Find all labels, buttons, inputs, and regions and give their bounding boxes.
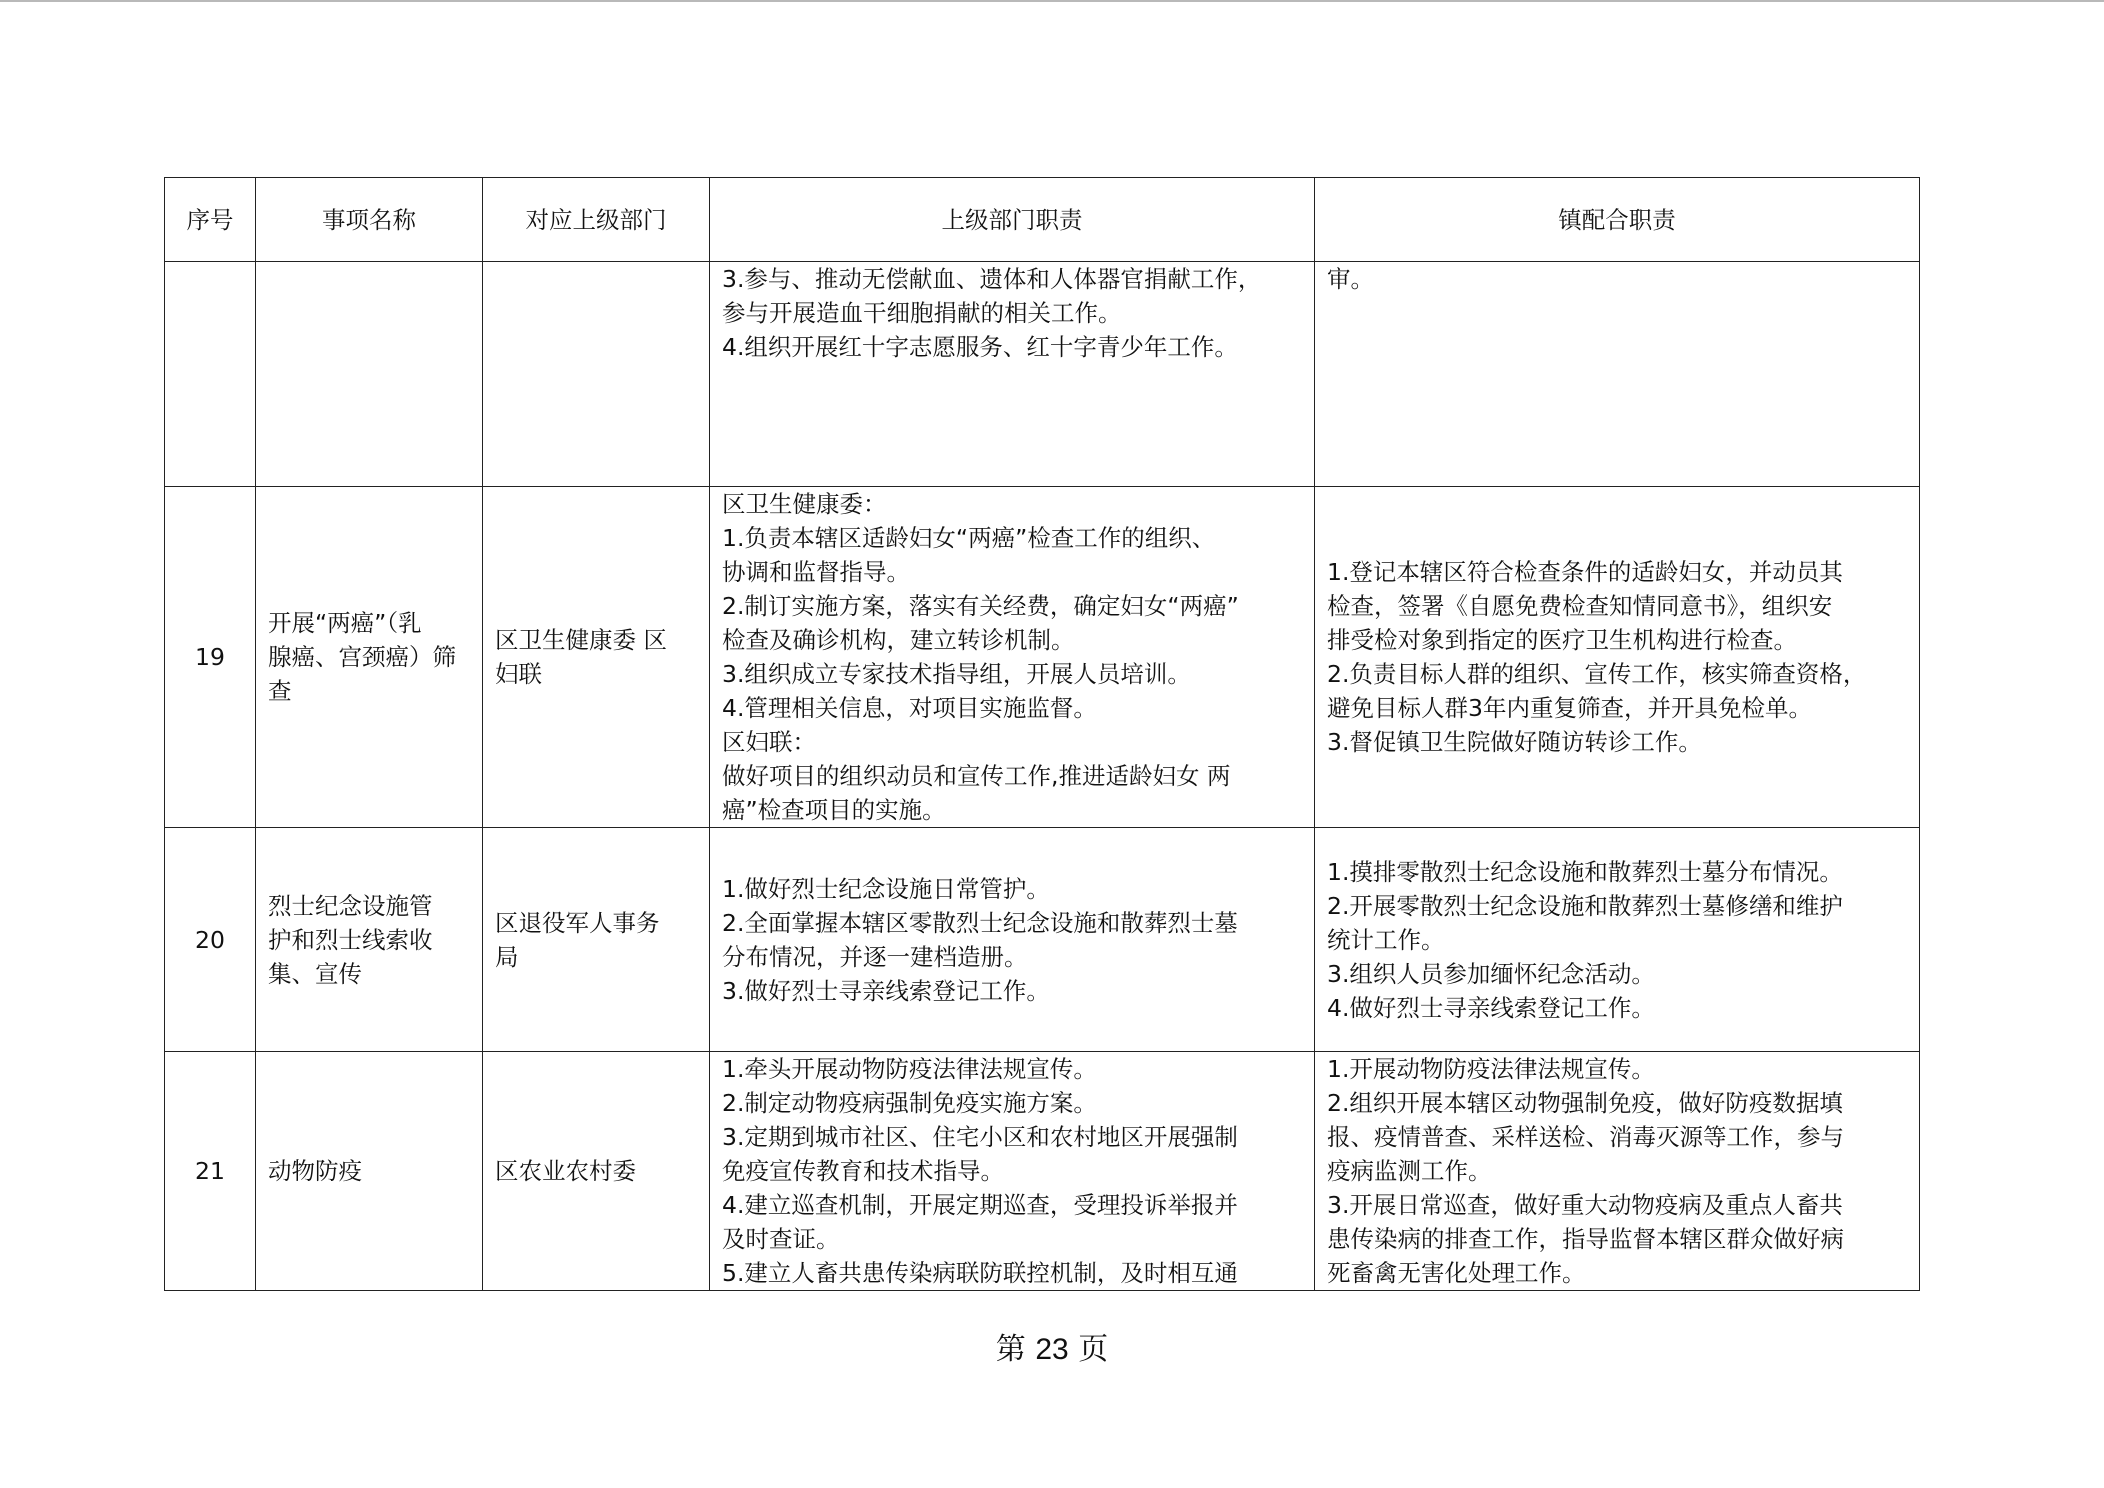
cell-text-line: 及时查证。 xyxy=(722,1225,840,1253)
cell-text-line: 区退役军人事务 xyxy=(495,908,660,937)
row-number: 20 xyxy=(165,828,256,1052)
header-serial-number: 序号 xyxy=(165,178,256,262)
department-cell xyxy=(483,262,710,487)
superior-duties-cell xyxy=(710,487,1315,828)
cell-text-line: 2.全面掌握本辖区零散烈士纪念设施和散葬烈士墓 xyxy=(722,908,1238,937)
cell-text-line: 区妇联： xyxy=(722,728,816,756)
cell-text-line: 1.登记本辖区符合检查条件的适龄妇女，并动员其 xyxy=(1327,558,1843,586)
table-row xyxy=(165,828,1920,1052)
header-item-name: 事项名称 xyxy=(256,178,483,262)
row-number: 21 xyxy=(165,1052,256,1291)
cell-text-line: 检查，签署《自愿免费检查知情同意书》，组织安 xyxy=(1327,592,1833,620)
row-number: 19 xyxy=(165,487,256,828)
cell-text-line: 做好项目的组织动员和宣传工作,推进适龄妇女 两 xyxy=(722,762,1231,790)
page-number: 23 xyxy=(1035,1333,1069,1366)
page-number-footer xyxy=(0,1330,2104,1370)
cell-text-line: 腺癌、宫颈癌）筛 xyxy=(268,643,456,671)
row-number xyxy=(165,262,256,487)
cell-text-line: 区农业农村委 xyxy=(495,1157,636,1185)
header-town-duties: 镇配合职责 xyxy=(1315,178,1920,262)
cell-text-line: 避免目标人群3年内重复筛查，并开具免检单。 xyxy=(1327,694,1812,722)
duty-table xyxy=(164,177,1920,1291)
table-header-row xyxy=(165,178,1920,262)
cell-text-line: 4.建立巡查机制，开展定期巡查，受理投诉举报并 xyxy=(722,1191,1238,1219)
cell-text-line: 烈士纪念设施管 xyxy=(268,891,433,920)
cell-text-line: 1.负责本辖区适龄妇女“两癌”检查工作的组织、 xyxy=(722,524,1216,552)
town-duties-cell xyxy=(1315,487,1920,828)
cell-text-line: 排受检对象到指定的医疗卫生机构进行检查。 xyxy=(1327,626,1797,654)
cell-text-line: 3.参与、推动无偿献血、遗体和人体器官捐献工作， xyxy=(722,265,1262,293)
cell-text-line: 查 xyxy=(268,677,292,705)
department-cell xyxy=(483,487,710,828)
cell-text-line: 3.组织成立专家技术指导组，开展人员培训。 xyxy=(722,660,1191,688)
cell-text-line: 3.做好烈士寻亲线索登记工作。 xyxy=(722,976,1050,1005)
item-name-cell xyxy=(256,828,483,1052)
table-row xyxy=(165,262,1920,487)
cell-text-line: 3.定期到城市社区、住宅小区和农村地区开展强制 xyxy=(722,1123,1238,1151)
item-name-cell xyxy=(256,1052,483,1291)
cell-text-line: 参与开展造血干细胞捐献的相关工作。 xyxy=(722,299,1122,327)
cell-text-line: 2.负责目标人群的组织、宣传工作，核实筛查资格， xyxy=(1327,660,1867,688)
department-cell xyxy=(483,828,710,1052)
table-row xyxy=(165,1052,1920,1291)
cell-text-line: 局 xyxy=(495,942,519,971)
cell-text-line: 3.组织人员参加缅怀纪念活动。 xyxy=(1327,959,1655,988)
cell-text-line: 统计工作。 xyxy=(1327,925,1445,954)
cell-text-line: 妇联 xyxy=(495,660,542,688)
cell-text-line: 报、疫情普查、采样送检、消毒灭源等工作，参与 xyxy=(1327,1123,1844,1151)
table-row xyxy=(165,487,1920,828)
cell-text-line: 4.做好烈士寻亲线索登记工作。 xyxy=(1327,993,1655,1022)
item-name-cell xyxy=(256,262,483,487)
cell-text-line: 患传染病的排查工作，指导监督本辖区群众做好病 xyxy=(1327,1225,1844,1253)
cell-text-line: 1.摸排零散烈士纪念设施和散葬烈士墓分布情况。 xyxy=(1327,857,1843,886)
item-name-cell xyxy=(256,487,483,828)
cell-text-line: 审。 xyxy=(1327,265,1374,293)
superior-duties-cell xyxy=(710,828,1315,1052)
cell-text-line: 护和烈士线索收 xyxy=(268,925,433,954)
town-duties-cell xyxy=(1315,262,1920,487)
town-duties-cell xyxy=(1315,1052,1920,1291)
superior-duties-cell xyxy=(710,262,1315,487)
header-superior-department: 对应上级部门 xyxy=(483,178,710,262)
cell-text-line: 分布情况，并逐一建档造册。 xyxy=(722,942,1028,971)
cell-text-line: 区卫生健康委 区 xyxy=(495,626,667,654)
page-top-border xyxy=(0,0,2104,2)
cell-text-line: 1.开展动物防疫法律法规宣传。 xyxy=(1327,1055,1655,1083)
cell-text-line: 癌”检查项目的实施。 xyxy=(722,796,946,824)
cell-text-line: 2.制定动物疫病强制免疫实施方案。 xyxy=(722,1089,1097,1117)
cell-text-line: 死畜禽无害化处理工作。 xyxy=(1327,1259,1586,1287)
cell-text-line: 4.组织开展红十字志愿服务、红十字青少年工作。 xyxy=(722,333,1238,361)
cell-text-line: 检查及确诊机构，建立转诊机制。 xyxy=(722,626,1075,654)
cell-text-line: 免疫宣传教育和技术指导。 xyxy=(722,1157,1004,1185)
cell-text-line: 1.做好烈士纪念设施日常管护。 xyxy=(722,874,1050,903)
cell-text-line: 协调和监督指导。 xyxy=(722,558,910,586)
cell-text-line: 4.管理相关信息，对项目实施监督。 xyxy=(722,694,1097,722)
cell-text-line: 1.牵头开展动物防疫法律法规宣传。 xyxy=(722,1055,1097,1083)
cell-text-line: 2.制订实施方案，落实有关经费，确定妇女“两癌” xyxy=(722,592,1239,620)
department-cell xyxy=(483,1052,710,1291)
cell-text-line: 疫病监测工作。 xyxy=(1327,1157,1492,1185)
cell-text-line: 区卫生健康委： xyxy=(722,490,887,518)
cell-text-line: 2.组织开展本辖区动物强制免疫，做好防疫数据填 xyxy=(1327,1089,1843,1117)
cell-text-line: 开展“两癌”（乳 xyxy=(268,609,422,637)
superior-duties-cell xyxy=(710,1052,1315,1291)
cell-text-line: 2.开展零散烈士纪念设施和散葬烈士墓修缮和维护 xyxy=(1327,891,1843,920)
cell-text-line: 动物防疫 xyxy=(268,1157,362,1185)
town-duties-cell xyxy=(1315,828,1920,1052)
cell-text-line: 集、宣传 xyxy=(268,959,362,988)
cell-text-line: 3.开展日常巡查，做好重大动物疫病及重点人畜共 xyxy=(1327,1191,1843,1219)
header-superior-duties: 上级部门职责 xyxy=(710,178,1315,262)
page-prefix: 第 xyxy=(995,1332,1026,1367)
cell-text-line: 3.督促镇卫生院做好随访转诊工作。 xyxy=(1327,728,1702,756)
page-suffix: 页 xyxy=(1078,1332,1109,1367)
cell-text-line: 5.建立人畜共患传染病联防联控机制，及时相互通 xyxy=(722,1259,1238,1287)
